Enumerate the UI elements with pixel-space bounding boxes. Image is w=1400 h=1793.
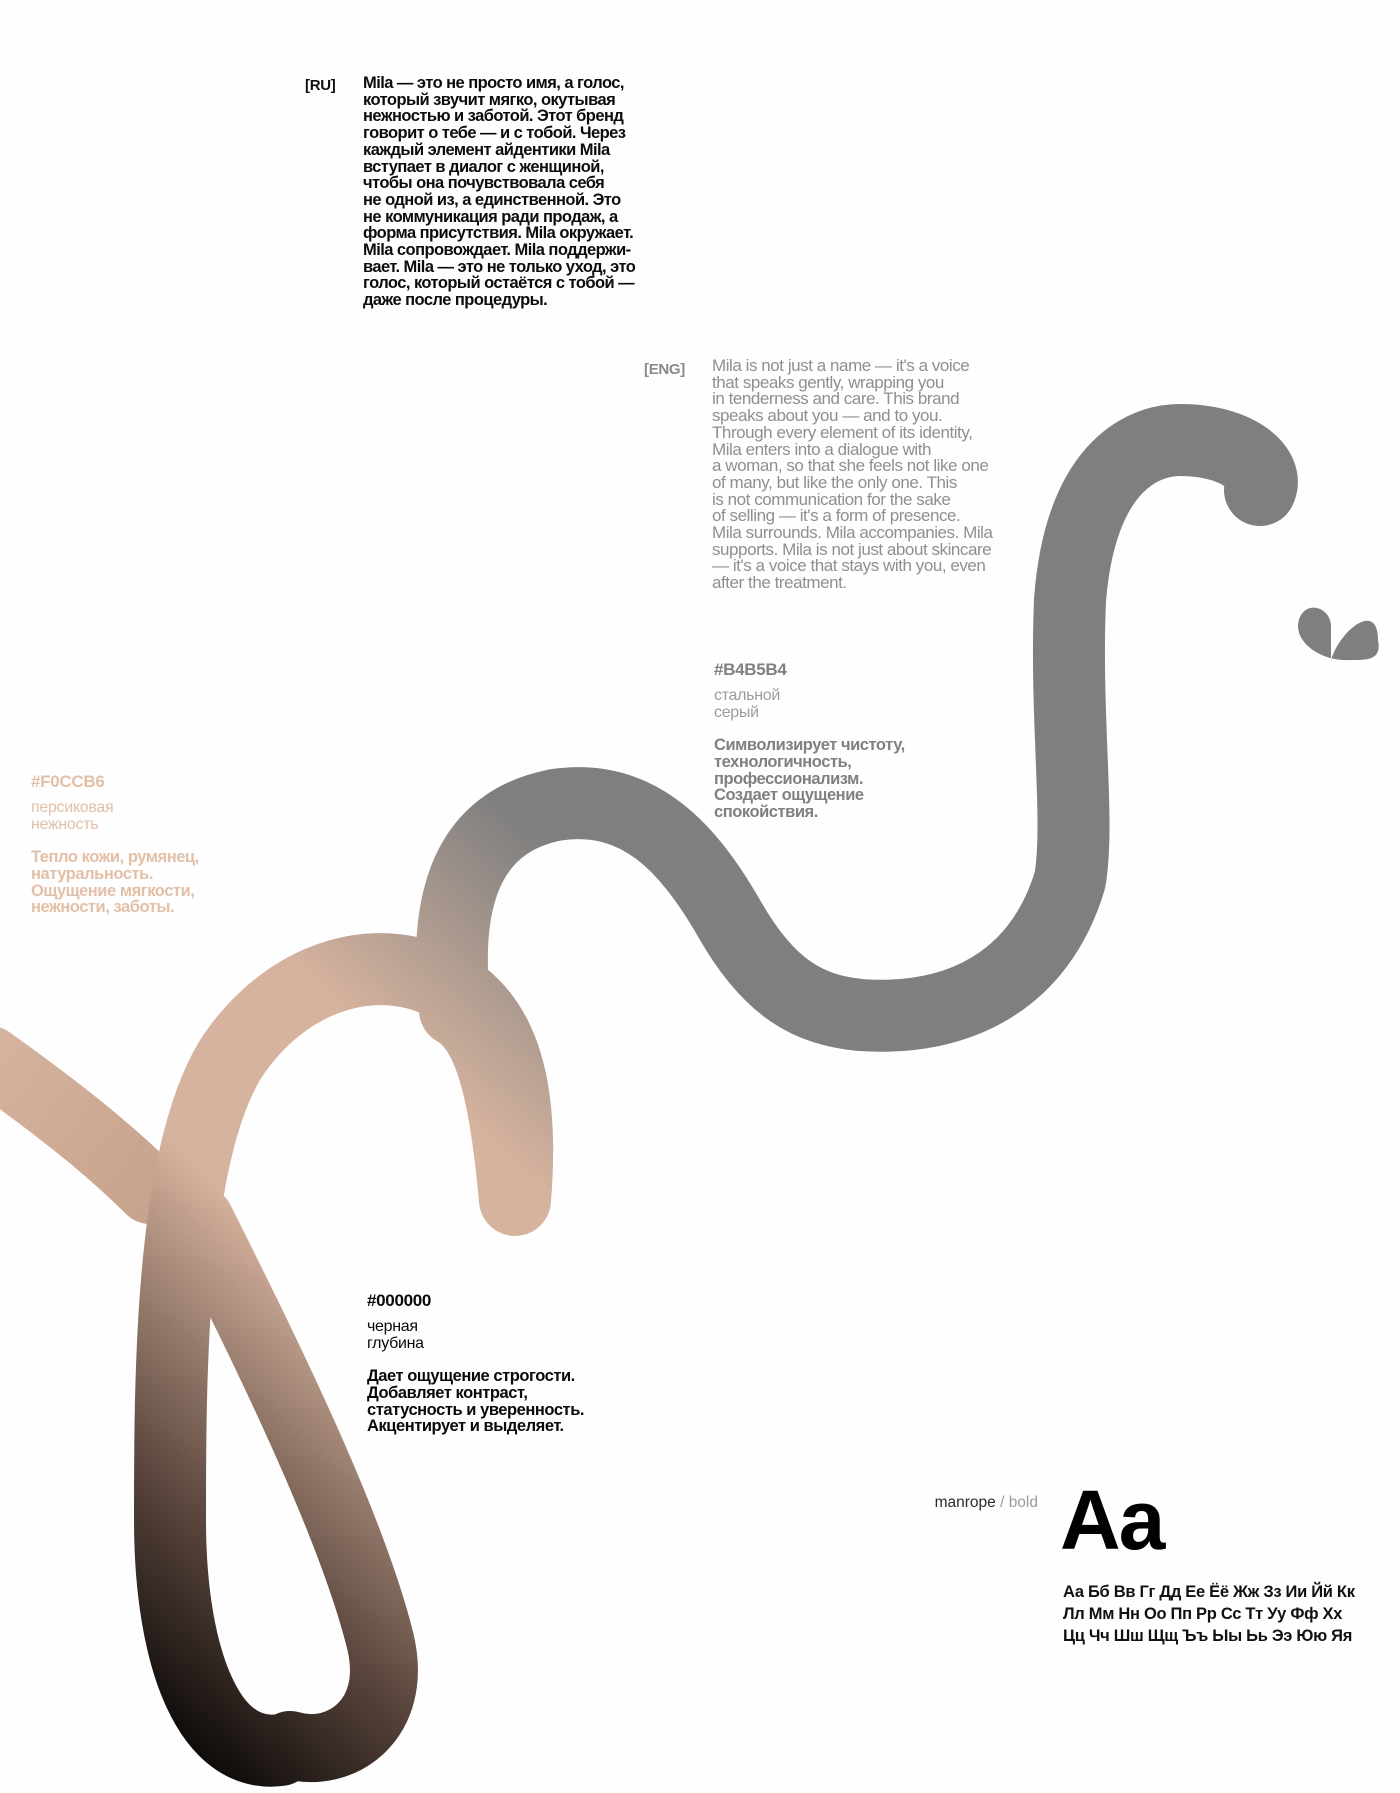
- ru-description: Mila — это не просто имя, а голос, который звучит мягко, окутывая нежностью и заботой. Этот бренд говорит о тебе — и с тобой. Через каждый элемент айдентики Mila вступает в диалог с женщиной, чтобы она почувствовала себя не одной из, а единственной. Это не коммуникация ради продаж, а форма присутствия. Mila окружает. Mila сопровождает. Mila поддержи- вает. Mila — это не только уход, это голос, который остаётся с тобой — даже после процедуры.: [363, 74, 636, 310]
- font-alphabet: Аа Бб Вв Гг Дд Ее Ёё Жж Зз Ии Йй Кк Лл Мм Нн Оо Пп Рр Сс Тт Уу Фф Хх Цц Чч Шш Щщ Ъъ Ыы Ьь Ээ Юю Яя: [1063, 1583, 1355, 1645]
- font-label: [935, 1494, 1038, 1512]
- swatch-gray-name: стальной серый: [714, 687, 780, 721]
- swatch-black-name: черная глубина: [367, 1318, 424, 1352]
- swatch-black-code: #000000: [367, 1291, 432, 1310]
- swatch-gray-code: #B4B5B4: [714, 660, 787, 679]
- swatch-peach: [31, 772, 271, 916]
- swatch-steel-gray: [714, 660, 974, 821]
- swatch-peach-code: #F0CCB6: [31, 772, 105, 791]
- font-sample: Aa: [1060, 1473, 1164, 1567]
- font-separator: /: [1000, 1494, 1005, 1511]
- font-weight: bold: [1008, 1494, 1038, 1511]
- swatch-black: [367, 1291, 647, 1435]
- ru-tag: [RU]: [305, 77, 336, 94]
- font-name: manrope: [934, 1494, 996, 1511]
- heart-icon: [1298, 608, 1379, 661]
- eng-tag: [ENG]: [644, 361, 685, 378]
- swatch-gray-desc: Символизирует чистоту, технологичность, профессионализм. Создает ощущение спокойствия.: [714, 736, 905, 822]
- swatch-black-desc: Дает ощущение строгости. Добавляет контраст, статусность и уверенность. Акцентирует и выделяет.: [367, 1367, 585, 1436]
- ribbon-tail: [0, 1060, 150, 1190]
- swatch-peach-name: персиковая нежность: [31, 799, 114, 833]
- eng-description: Mila is not just a name — it's a voice that speaks gently, wrapping you in tenderness and care. This brand speaks about you — and to you. Through every element of its identity, Mila enters into a dialogue with a woman, so that she feels not like one of many, but like the only one. This is not communication for the sake of selling — it's a form of presence. Mila surrounds. Mila accompanies. Mila supports. Mila is not just about skincare — it's a voice that stays with you, even after the treatment.: [712, 356, 993, 593]
- swatch-peach-desc: Тепло кожи, румянец, натуральность. Ощущение мягкости, нежности, заботы.: [31, 848, 199, 917]
